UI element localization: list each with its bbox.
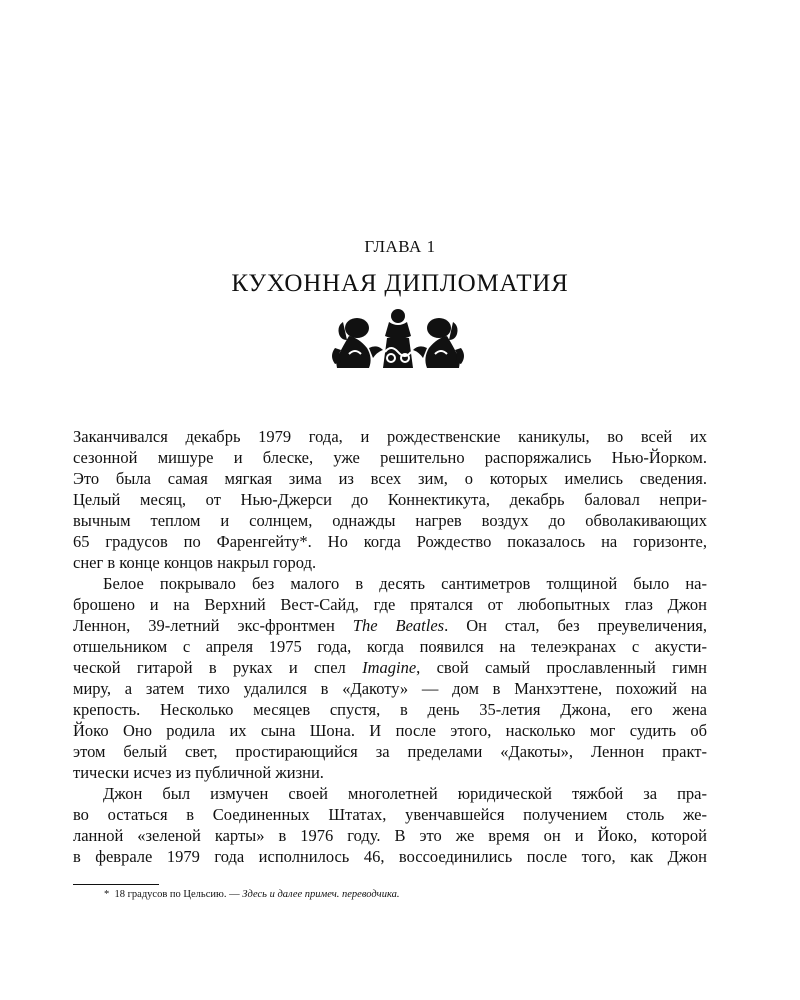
footnote-translator-note: Здесь и далее примеч. переводчика. <box>242 889 400 900</box>
text-line: 65 градусов по Фаренгейту*. Но когда Рождество показалось на горизонте, <box>73 532 707 551</box>
text-line: вычным теплом и солнцем, однажды нагрев воздух до обволакивающих <box>73 511 707 530</box>
footnote <box>104 888 399 902</box>
text-line: отшельником с апреля 1975 года, когда появился на телеэкранах с акусти- <box>73 637 707 656</box>
song-title: Imagine <box>362 658 417 677</box>
chapter-label: ГЛАВА 1 <box>364 237 436 256</box>
body-text <box>73 426 707 867</box>
text-line: Это была самая мягкая зима из всех зим, о которых имелись сведения. <box>73 469 707 488</box>
text-line: крепость. Несколько месяцев спустя, в день 35-летия Джона, его жена <box>73 700 707 719</box>
footnote-text: 18 градусов по Цельсию. — <box>114 889 243 900</box>
text-line: тически исчез из публичной жизни. <box>73 763 324 782</box>
text-line: брошено и на Верхний Вест-Сайд, где прятался от любопытных глаз Джон <box>73 595 707 614</box>
text-line: во остаться в Соединенных Штатах, увенчавшейся получением столь же- <box>73 805 707 824</box>
text-line: миру, а затем тихо удалился в «Дакоту» — дом в Манхэттене, похожий на <box>73 679 707 698</box>
text-line: снег в конце концов накрыл город. <box>73 553 317 572</box>
text-line: Йоко Оно родила их сына Шона. И после этого, насколько мог судить об <box>73 721 707 740</box>
text-line <box>73 657 707 678</box>
text-line: ланной «зеленой карты» в 1976 году. В это же время он и Йоко, которой <box>73 826 707 845</box>
text-line: в феврале 1979 года исполнилось 46, воссоединились после того, как Джон <box>73 847 707 866</box>
text-line: этом белый свет, простирающийся за пределами «Дакоты», Леннон практ- <box>73 742 707 761</box>
footnote-marker: * <box>104 889 110 900</box>
footnote-divider <box>73 884 159 885</box>
text-line: сезонной мишуре и блеске, уже решительно распоряжались Нью-Йорком. <box>73 448 707 467</box>
twin-lions-ornament-icon <box>329 308 467 372</box>
text-line: Заканчивался декабрь 1979 года, и рождественские каникулы, во всей их <box>73 427 707 446</box>
text-line <box>73 615 707 636</box>
text-fragment: . Он стал, без преувеличения, <box>444 616 707 635</box>
text-line: Целый месяц, от Нью-Джерси до Коннектикута, декабрь баловал непри- <box>73 490 707 509</box>
text-line: Джон был измучен своей многолетней юридической тяжбой за пра- <box>103 784 707 803</box>
text-fragment: Леннон, 39-летний экс-фронтмен <box>73 616 353 635</box>
text-fragment: , свой самый прославленный гимн <box>416 658 707 677</box>
text-fragment: ческой гитарой в руках и спел <box>73 658 363 677</box>
chapter-title: КУХОННАЯ ДИПЛОМАТИЯ <box>231 270 569 297</box>
band-name: The Beatles <box>352 616 445 635</box>
text-line: Белое покрывало без малого в десять сантиметров толщиной было на- <box>103 574 707 593</box>
